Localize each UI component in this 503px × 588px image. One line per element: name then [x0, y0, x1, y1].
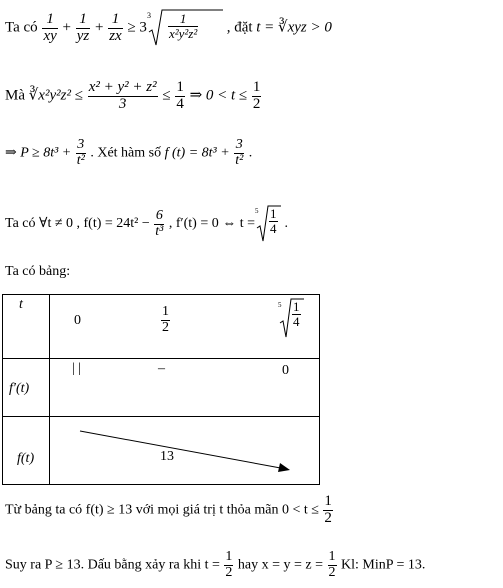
line2-lead: Mà — [5, 87, 25, 104]
line4-lead: Ta có ∀t ≠ 0 , f(t) = 24t² − — [5, 216, 150, 232]
line1-lead: Ta có — [5, 19, 38, 36]
fraction-sum-squares: $\frac{\text{x² + y² + z²}}{3}$ — [88, 79, 157, 112]
period: . — [284, 216, 288, 232]
line4-mid: , f′(t) = 0 ⇔ t = — [168, 216, 255, 232]
fprime-negative-sign: – — [158, 361, 165, 376]
fprime-zero: 0 — [282, 363, 289, 378]
cube-root-x2y2z2: ∛x²y²z² — [28, 87, 71, 104]
t-half: $\frac{1}{2}$ — [162, 304, 169, 335]
t-definition: t = ∛xyz > 0 — [256, 19, 332, 36]
line-4 — [5, 204, 288, 244]
fraction-3-over-t2: $\frac{3}{\text{t²}}$ — [76, 137, 85, 168]
line1-mid: , đặt — [226, 19, 253, 36]
conclusion-2 — [5, 550, 425, 580]
conclusion2-a: Suy ra P ≥ 13. Dấu bằng xảy ra khi t = — [5, 557, 220, 573]
fraction-1-over-zx: $\frac{1}{zx}$ — [109, 10, 122, 44]
t-fifth-root: 5 $\frac{1}{4}$ — [278, 297, 304, 339]
le-symbol: ≤ — [74, 87, 83, 104]
fprime-values-cell — [50, 359, 320, 417]
f-label: f(t) — [17, 451, 35, 466]
cube-root-symbol: 3 $\frac{1}{\text{x²y²z²}}$ — [147, 8, 223, 48]
fprime-label-cell — [3, 359, 50, 417]
fraction-1-over-4: $\frac{1}{4}$ — [176, 79, 184, 112]
implication: ⇒ 0 < t ≤ — [189, 87, 248, 104]
fraction-1-over-2: $\frac{1}{2}$ — [225, 549, 233, 580]
ge-three: ≥ 3 — [127, 19, 147, 36]
line3-lead: ⇒ P ≥ 8t³ + — [5, 145, 72, 161]
fraction-1-over-2: $\frac{1}{2}$ — [324, 493, 332, 526]
t-values-cell — [50, 295, 320, 359]
line-3 — [5, 138, 252, 168]
decreasing-arrow-icon — [50, 417, 321, 485]
fraction-1-over-yz: $\frac{1}{yz}$ — [76, 10, 90, 44]
line-2 — [5, 80, 262, 113]
conclusion-1 — [5, 494, 334, 527]
line3-mid: . Xét hàm số — [90, 145, 162, 161]
le-symbol: ≤ — [162, 87, 171, 104]
t-header-cell — [3, 295, 50, 359]
fraction-1-over-2: $\frac{1}{2}$ — [252, 79, 261, 112]
line-1: Ta có $\frac{1}{xy}$ + $\frac{1}{yz}$ + $\frac{1}{zx}$ ≥ 3 3 $\frac{1}{\text{x²y²z²}}$ , đặt t = ∛xyz > 0 — [5, 8, 332, 48]
conclusion1-text: Từ bảng ta có f(t) ≥ 13 với mọi giá trị t thỏa mãn 0 < t ≤ — [5, 502, 319, 518]
conclusion2-c: Kl: MinP = 13. — [337, 557, 426, 573]
conclusion2-b: hay x = y = z = — [234, 557, 324, 573]
table-intro: Ta có bảng: — [5, 264, 71, 279]
undefined-bars: | | — [72, 361, 82, 376]
function-f: f (t) = 8t³ + — [164, 145, 230, 161]
fraction-1-over-2: $\frac{1}{2}$ — [328, 549, 336, 580]
fraction-6-over-t3: $\frac{6}{\text{t³}}$ — [155, 207, 164, 239]
fprime-label: f′(t) — [9, 381, 30, 396]
f-label-cell — [3, 417, 50, 485]
period: . — [248, 145, 253, 161]
fraction-1-over-xy: $\frac{1}{xy}$ — [43, 10, 57, 44]
t-zero: 0 — [74, 313, 81, 328]
f-value-13: 13 — [160, 449, 174, 464]
variation-table — [2, 294, 320, 485]
t-label: t — [19, 297, 23, 312]
fifth-root-symbol: 5 $\frac{1}{4}$ — [255, 204, 281, 244]
fraction-3-over-t2-b: $\frac{3}{\text{t²}}$ — [235, 137, 244, 168]
f-values-cell — [50, 417, 320, 485]
